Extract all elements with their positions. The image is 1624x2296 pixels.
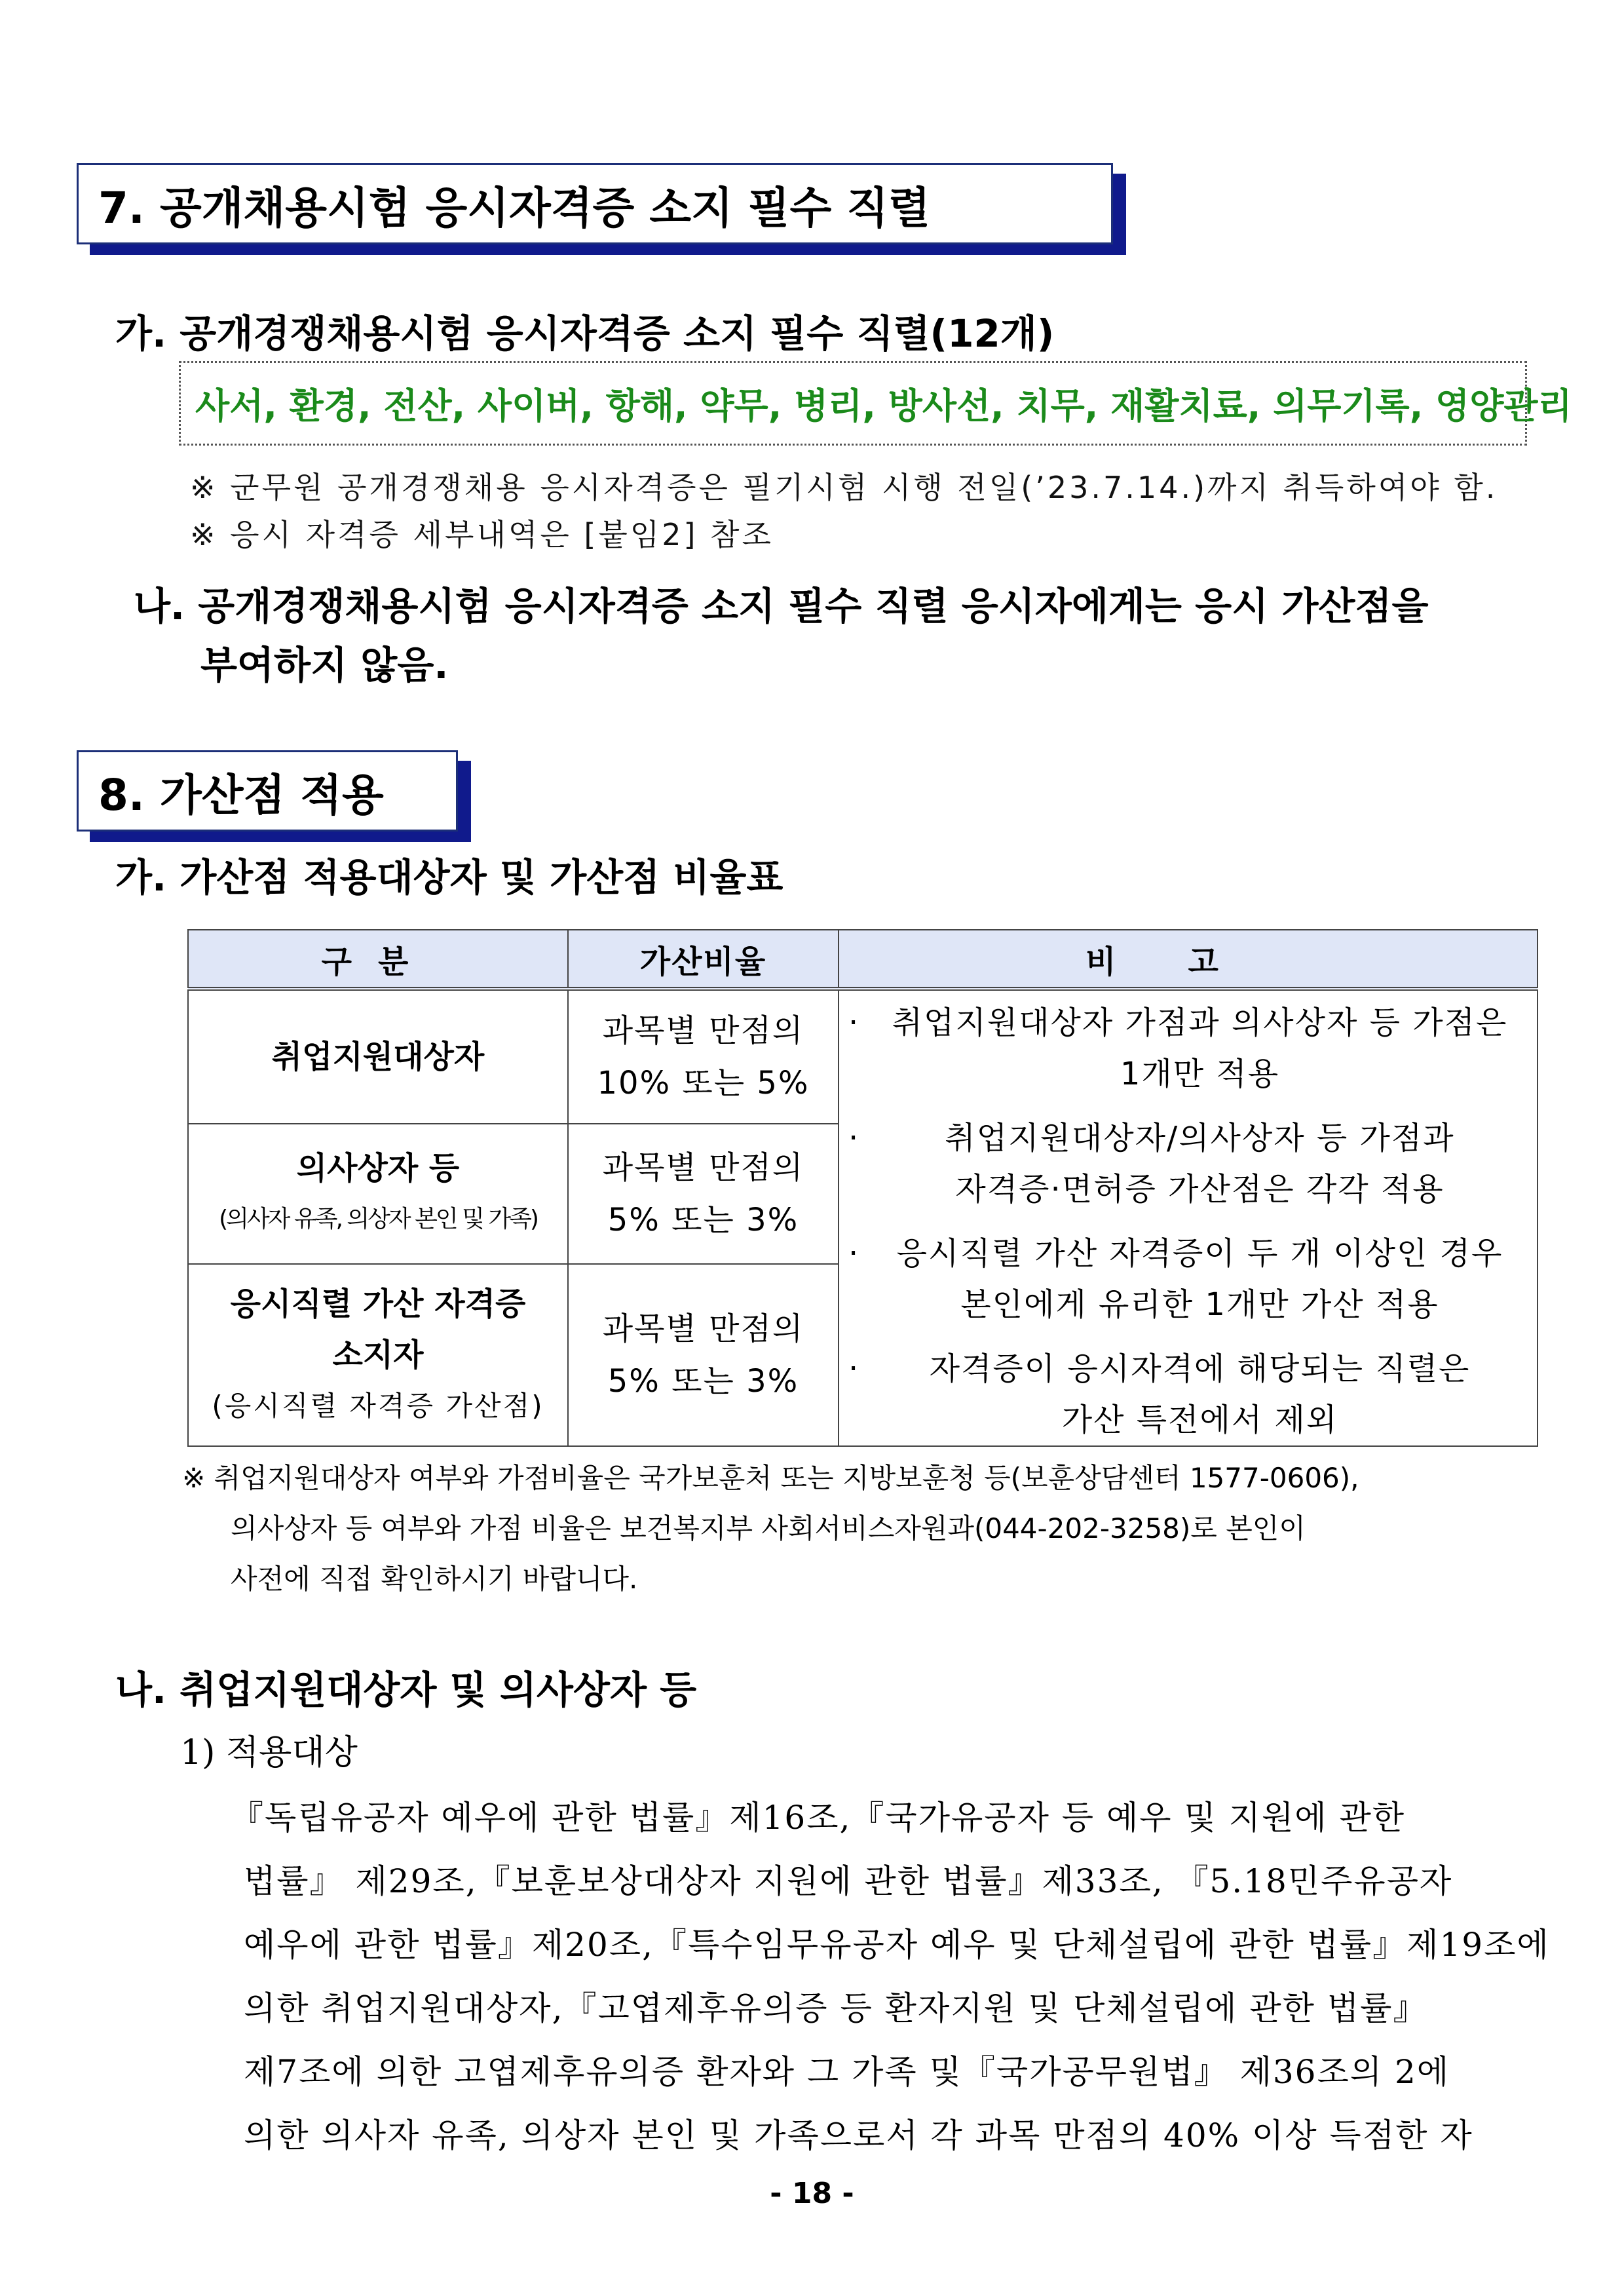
remark-line1: 취업지원대상자 가점과 의사상자 등 가점은 <box>892 1004 1508 1041</box>
cell-category <box>188 1124 568 1264</box>
item1-title: 1) 적용대상 <box>180 1733 358 1772</box>
required-job-list-box <box>179 361 1572 446</box>
remark-line1: 취업지원대상자/의사상자 등 가점과 <box>945 1120 1455 1157</box>
category-label: 의사상자 등 <box>296 1149 460 1187</box>
body-line-1: 『독립유공자 예우에 관한 법률』제16조,『국가유공자 등 예우 및 지원에 관한 <box>231 1799 1406 1837</box>
cell-rate <box>568 1264 839 1446</box>
section7-note1: ※ 군무원 공개경쟁채용 응시자격증은 필기시험 시행 전일(’23.7.14.)까지 취득하여야 함. <box>190 470 1498 505</box>
table-row <box>188 989 1538 1124</box>
remark-item <box>848 1113 1526 1215</box>
page-number: - 18 - <box>770 2177 854 2210</box>
remark-item <box>848 1343 1526 1445</box>
category-label: 취업지원대상자 <box>271 1038 485 1075</box>
body-line-3: 예우에 관한 법률』제20조,『특수임무유공자 예우 및 단체설립에 관한 법률』제19조에 <box>244 1926 1550 1964</box>
section8-title: 8. 가산점 적용 <box>98 769 384 820</box>
table-header-row <box>188 930 1538 989</box>
category-sub: (의사자 유족, 의상자 본인 및 가족) <box>219 1205 537 1233</box>
cell-rate <box>568 1124 839 1264</box>
section8-sub-a: 가. 가산점 적용대상자 및 가산점 비율표 <box>115 855 784 900</box>
bullet-dot: · <box>848 1120 860 1157</box>
category-sub: (응시직렬 자격증 가산점) <box>212 1390 544 1422</box>
cell-rate <box>568 989 839 1124</box>
rate-line1: 과목별 만점의 <box>602 1149 804 1186</box>
body-line-2: 법률』 제29조,『보훈보상대상자 지원에 관한 법률』제33조, 『5.18민주유공자 <box>244 1862 1453 1900</box>
remark-line2: 1개만 적용 <box>1120 1056 1280 1092</box>
category-label-line2: 소지자 <box>332 1337 424 1373</box>
section7-sub-a: 가. 공개경쟁채용시험 응시자격증 소지 필수 직렬(12개) <box>115 311 1055 356</box>
section7-note2: ※ 응시 자격증 세부내역은 [붙임2] 참조 <box>190 517 774 552</box>
bullet-dot: · <box>848 1004 860 1041</box>
body-line-5: 제7조에 의한 고엽제후유의증 환자와 그 가족 및『국가공무원법』 제36조의 2에 <box>244 2053 1450 2091</box>
section7-sub-b-line1: 나. 공개경쟁채용시험 응시자격증 소지 필수 직렬 응시자에게는 응시 가산점을 <box>134 584 1429 628</box>
section8-sub-b: 나. 취업지원대상자 및 의사상자 등 <box>115 1668 697 1712</box>
bonus-rate-table <box>187 929 1538 1447</box>
rate-line1: 과목별 만점의 <box>602 1012 804 1049</box>
header-category: 구분 <box>188 930 568 989</box>
bullet-dot: · <box>848 1235 860 1272</box>
header-rate: 가산비율 <box>568 930 839 989</box>
table-note-line3: 사전에 직접 확인하시기 바랍니다. <box>231 1563 638 1595</box>
table-note-line2: 의사상자 등 여부와 가점 비율은 보건복지부 사회서비스자원과(044-202-3258)로 본인이 <box>231 1512 1306 1544</box>
body-line-6: 의한 의사자 유족, 의상자 본인 및 가족으로서 각 과목 만점의 40% 이상 득점한 자 <box>244 2116 1473 2154</box>
rate-line1: 과목별 만점의 <box>602 1311 804 1347</box>
body-line-4: 의한 취업지원대상자,『고엽제후유의증 등 환자지원 및 단체설립에 관한 법률』 <box>244 1989 1427 2027</box>
cell-remarks <box>839 989 1538 1446</box>
remark-line2: 본인에게 유리한 1개만 가산 적용 <box>960 1286 1439 1323</box>
section7-title: 7. 공개채용시험 응시자격증 소지 필수 직렬 <box>98 182 930 233</box>
cell-category <box>188 1264 568 1446</box>
remark-item <box>848 1228 1526 1330</box>
header-remarks: 비고 <box>839 930 1538 989</box>
table-note-line1: ※ 취업지원대상자 여부와 가점비율은 국가보훈처 또는 지방보훈청 등(보훈상담센터 1577-0606), <box>182 1462 1359 1494</box>
section8-title-box <box>77 750 458 832</box>
remark-line2: 자격증·면허증 가산점은 각각 적용 <box>955 1171 1445 1208</box>
section7-title-box <box>77 163 1113 244</box>
remark-item <box>848 997 1526 1100</box>
section7-sub-b-line2: 부여하지 않음. <box>200 643 449 687</box>
category-label: 응시직렬 가산 자격증 <box>230 1286 526 1322</box>
required-job-list: 사서, 환경, 전산, 사이버, 항해, 약무, 병리, 방사선, 치무, 재활치료, 의무기록, 영양관리 <box>195 385 1572 427</box>
rate-line2: 10% 또는 5% <box>597 1064 810 1101</box>
remark-line1: 응시직렬 가산 자격증이 두 개 이상인 경우 <box>896 1235 1503 1272</box>
remark-line1: 자격증이 응시자격에 해당되는 직렬은 <box>929 1350 1471 1387</box>
remark-line2: 가산 특전에서 제외 <box>1061 1402 1338 1438</box>
rate-line2: 5% 또는 3% <box>607 1363 799 1400</box>
rate-line2: 5% 또는 3% <box>607 1201 799 1238</box>
cell-category <box>188 989 568 1124</box>
bullet-dot: · <box>848 1350 860 1387</box>
